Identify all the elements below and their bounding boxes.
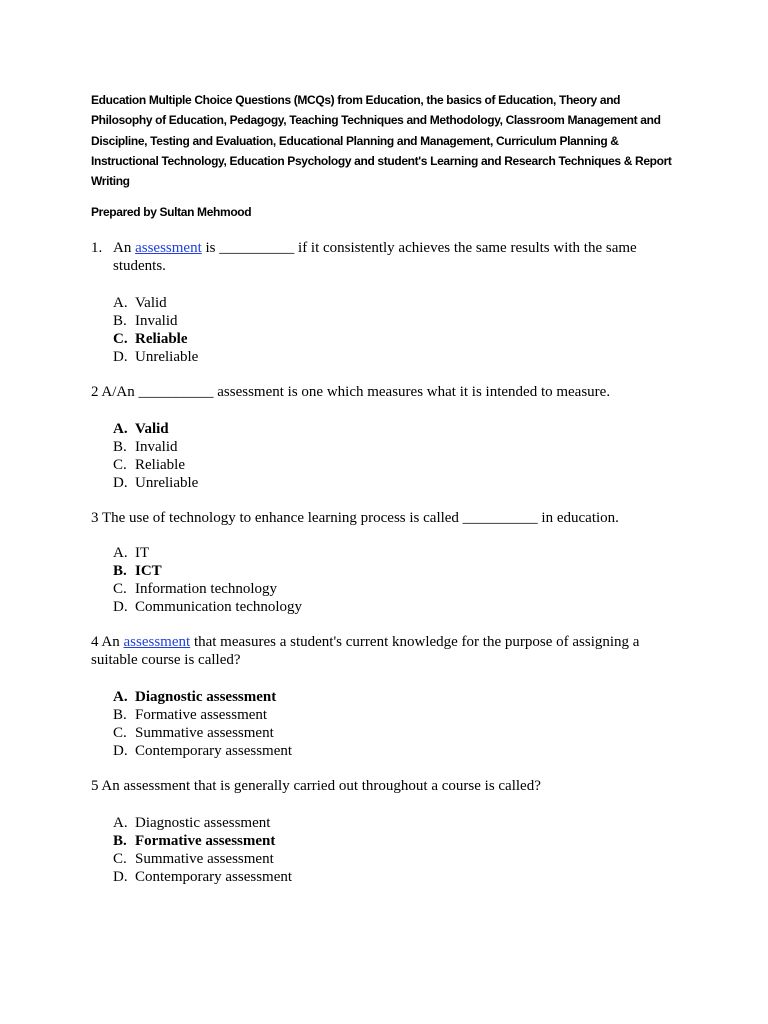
- option-letter: C.: [113, 851, 127, 868]
- assessment-link[interactable]: assessment: [135, 240, 202, 257]
- option-text: Valid: [135, 421, 169, 438]
- option-text: Formative assessment: [135, 707, 268, 724]
- question-5: 5 An assessment that is generally carried out throughout a course is called?: [91, 778, 541, 795]
- option-letter: B.: [113, 563, 127, 580]
- option-letter: A.: [113, 295, 128, 312]
- option-letter: D.: [113, 475, 128, 492]
- question-text-end: is __________ if it consistently achieves the same results with the same students.: [113, 240, 637, 275]
- option-text: Formative assessment: [135, 833, 276, 850]
- option-letter: C.: [113, 725, 127, 742]
- question-text-start: An: [113, 240, 136, 257]
- options-q4: [113, 688, 681, 760]
- option-text: Diagnostic assessment: [135, 815, 271, 832]
- question-1: [91, 239, 651, 275]
- question-text-end: that measures a student's current knowledge for the purpose of assigning a suitable course is called?: [91, 634, 640, 669]
- option-letter: D.: [113, 869, 128, 886]
- option-d: [113, 598, 681, 616]
- option-letter: A.: [113, 815, 128, 832]
- option-c: [113, 580, 681, 598]
- question-text: [113, 239, 651, 275]
- options-q5: [113, 814, 681, 886]
- option-letter: C.: [113, 457, 127, 474]
- option-letter: D.: [113, 743, 128, 760]
- option-c-correct: [113, 330, 681, 348]
- option-a-correct: [113, 420, 681, 438]
- option-text: Contemporary assessment: [135, 743, 293, 760]
- option-text: Reliable: [135, 457, 185, 474]
- option-b: [113, 438, 681, 456]
- option-text: Information technology: [135, 581, 278, 598]
- option-c: [113, 724, 681, 742]
- intro-paragraph: Education Multiple Choice Questions (MCQs) from Education, the basics of Education, Theory and Philosophy of Education, Pedagogy, Teaching Techniques and Methodology, Classroom Management and Discipline, Testing and Evaluation, Educational Planning and Management, Curriculum Planning & Instructional Technology, Education Psychology and student's Learning and Research Techniques & Report Writing: [91, 93, 672, 189]
- options-q2: [113, 420, 681, 492]
- question-3: 3 The use of technology to enhance learning process is called __________ in education.: [91, 510, 619, 527]
- option-a: [113, 814, 681, 832]
- document-page: [91, 90, 681, 886]
- option-text: Valid: [135, 295, 167, 312]
- option-text: Invalid: [135, 439, 178, 456]
- options-q3: [113, 544, 681, 616]
- question-number: 1.: [91, 240, 103, 257]
- option-b-correct: [113, 562, 681, 580]
- option-text: Unreliable: [135, 349, 199, 366]
- option-letter: B.: [113, 707, 127, 724]
- assessment-link[interactable]: assessment: [123, 634, 191, 651]
- option-letter: B.: [113, 833, 127, 850]
- option-b: [113, 312, 681, 330]
- option-text: IT: [135, 545, 150, 562]
- option-b-correct: [113, 832, 681, 850]
- option-a: [113, 294, 681, 312]
- option-text: Unreliable: [135, 475, 199, 492]
- option-c: [113, 456, 681, 474]
- option-letter: B.: [113, 439, 127, 456]
- question-4: [91, 633, 651, 669]
- option-a: [113, 544, 681, 562]
- option-c: [113, 850, 681, 868]
- option-letter: D.: [113, 349, 128, 366]
- option-d: [113, 742, 681, 760]
- option-letter: A.: [113, 545, 128, 562]
- option-letter: A.: [113, 421, 128, 438]
- option-text: Summative assessment: [135, 851, 274, 868]
- option-d: [113, 474, 681, 492]
- option-text: Invalid: [135, 313, 178, 330]
- option-letter: D.: [113, 599, 128, 616]
- option-text: Communication technology: [135, 599, 303, 616]
- question-text-start: 4 An: [91, 634, 124, 651]
- option-letter: C.: [113, 331, 128, 348]
- option-text: Contemporary assessment: [135, 869, 293, 886]
- option-letter: A.: [113, 689, 128, 706]
- option-text: Summative assessment: [135, 725, 274, 742]
- option-b: [113, 706, 681, 724]
- option-letter: C.: [113, 581, 127, 598]
- option-a-correct: [113, 688, 681, 706]
- option-text: ICT: [135, 563, 162, 580]
- option-letter: B.: [113, 313, 127, 330]
- option-text: Reliable: [135, 331, 188, 348]
- option-d: [113, 868, 681, 886]
- question-2: 2 A/An __________ assessment is one which measures what it is intended to measure.: [91, 384, 611, 401]
- author-line: Prepared by Sultan Mehmood: [91, 205, 252, 220]
- option-d: [113, 348, 681, 366]
- option-text: Diagnostic assessment: [135, 689, 277, 706]
- options-q1: [113, 294, 681, 366]
